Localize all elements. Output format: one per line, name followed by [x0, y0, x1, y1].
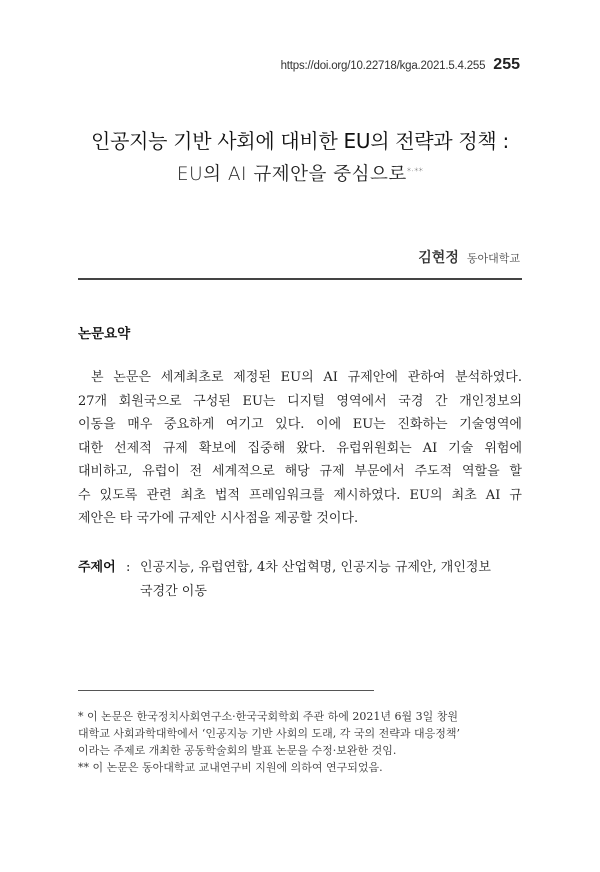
keywords-line: 인공지능, 유럽연합, 4차 산업혁명, 인공지능 규제안, 개인정보 [140, 560, 491, 575]
abstract-body [78, 366, 522, 531]
author-name: 김현정 [418, 250, 459, 266]
subtitle-text: EU의 AI 규제안을 중심으로 [176, 164, 407, 185]
author-line [418, 247, 520, 267]
footnote-line: 대학교 사회과학대학에서 ‘인공지능 기반 사회의 도래, 각 국의 전략과 대응정책’ [78, 727, 460, 740]
footnote-marks: *·** [406, 167, 424, 177]
keywords-colon: : [126, 560, 131, 575]
abstract-line: 이동을 매우 중요하게 여기고 있다. 이에 EU는 진화하는 기술영역에 [78, 417, 522, 432]
page-number: 255 [493, 56, 520, 73]
keywords-line: 국경간 이동 [140, 584, 207, 599]
title-divider [78, 278, 522, 280]
footnote-line: ** 이 논문은 동아대학교 교내연구비 지원에 의하여 연구되었음. [78, 761, 383, 774]
keywords-section [78, 556, 522, 604]
abstract-heading: 논문요약 [78, 326, 131, 342]
keywords-list [140, 556, 522, 604]
footnote-divider [78, 690, 374, 691]
footnote-line: * 이 논문은 한국정치사회연구소·한국국회학회 주관 하에 2021년 6월 3일 창원 [78, 710, 458, 723]
keywords-label: 주제어 [78, 560, 116, 575]
footnote-line: 이라는 주제로 개최한 공동학술회의 발표 논문을 수정·보완한 것임. [78, 744, 397, 757]
author-affiliation: 동아대학교 [466, 252, 520, 265]
paper-title: 인공지능 기반 사회에 대비한 EU의 전략과 정책 : [91, 129, 509, 153]
doi-link[interactable]: https://doi.org/10.22718/kga.2021.5.4.255 [280, 60, 486, 72]
paper-subtitle [0, 160, 600, 186]
abstract-line: 대비하고, 유럽이 전 세계적으로 해당 규제 부문에서 주도적 역할을 할 [78, 464, 522, 479]
abstract-line: 본 논문은 세계최초로 제정된 EU의 AI 규제안에 관하여 분석하였다. [91, 370, 522, 385]
page-header [281, 56, 520, 74]
abstract-line: 대한 선제적 규제 확보에 집중해 왔다. 유럽위원회는 AI 기술 위험에 [78, 440, 522, 456]
abstract-line: 수 있도록 관련 최초 법적 프레임워크를 제시하였다. EU의 최초 AI 규 [78, 487, 522, 503]
abstract-line: 27개 회원국으로 구성된 EU는 디지털 영역에서 국경 간 개인정보의 [78, 393, 522, 409]
footnotes [78, 708, 522, 776]
abstract-line: 제안은 타 국가에 규제안 시사점을 제공할 것이다. [78, 511, 359, 526]
